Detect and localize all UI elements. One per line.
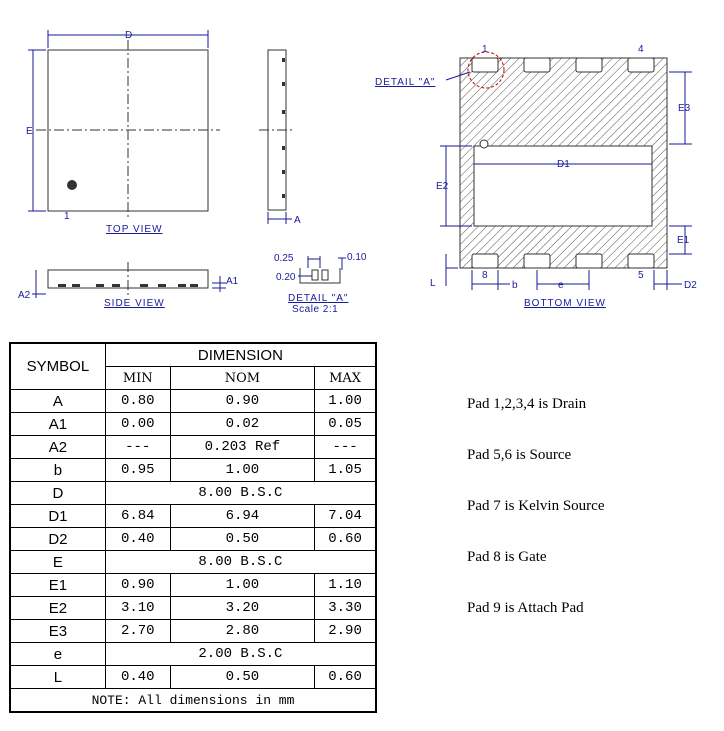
pin4-label: 4	[638, 44, 644, 55]
symbol-header: SYMBOL	[10, 343, 105, 390]
nom-header: NOM	[170, 367, 314, 390]
label-E3: E3	[678, 103, 691, 114]
table-row: L 0.40 0.50 0.60	[10, 666, 376, 689]
dimension-header: DIMENSION	[105, 343, 376, 367]
label-D: D	[125, 30, 133, 41]
pin1-marker-dot	[67, 180, 77, 190]
max-header: MAX	[315, 367, 376, 390]
pad-5	[628, 254, 654, 268]
label-e: e	[558, 280, 564, 291]
pad-4	[628, 58, 654, 72]
label-E: E	[26, 126, 33, 137]
detail-dim-010: 0.10	[347, 252, 367, 263]
side-view	[18, 262, 239, 309]
pin1-label: 1	[482, 44, 488, 55]
table-note-row	[10, 689, 376, 713]
pad-1	[472, 58, 498, 72]
detail-dim-020: 0.20	[276, 272, 296, 283]
table-row: D2 0.40 0.50 0.60	[10, 528, 376, 551]
bottom-view	[375, 44, 697, 309]
table-row: E 8.00 B.S.C	[10, 551, 376, 574]
table-row: b 0.95 1.00 1.05	[10, 459, 376, 482]
exposed-pad-gap	[474, 146, 652, 226]
pin8-label: 8	[482, 270, 488, 281]
detail-a-scale: Scale 2:1	[292, 304, 339, 315]
pad-note: Pad 7 is Kelvin Source	[467, 498, 605, 514]
pad-assignment-list	[467, 396, 604, 651]
label-b: b	[512, 280, 518, 291]
detail-a-caption: DETAIL "A"	[288, 293, 349, 304]
pad-3	[576, 58, 602, 72]
detail-dim-025: 0.25	[274, 253, 294, 264]
detail-a-view	[274, 252, 367, 315]
label-A1: A1	[226, 276, 239, 287]
pad-note: Pad 9 is Attach Pad	[467, 600, 584, 616]
package-drawing	[0, 0, 724, 335]
label-E1: E1	[677, 235, 690, 246]
table-row: A1 0.00 0.02 0.05	[10, 413, 376, 436]
pad-note: Pad 1,2,3,4 is Drain	[467, 396, 587, 412]
detail-a-reference: DETAIL "A"	[375, 77, 436, 88]
pad-6	[576, 254, 602, 268]
table-row: D1 6.84 6.94 7.04	[10, 505, 376, 528]
label-A: A	[294, 215, 301, 226]
label-L: L	[430, 278, 436, 289]
pin1-label-top: 1	[64, 211, 70, 222]
top-view	[26, 30, 220, 235]
top-view-caption: TOP VIEW	[106, 224, 163, 235]
table-row: E1 0.90 1.00 1.10	[10, 574, 376, 597]
bottom-view-caption: BOTTOM VIEW	[524, 298, 606, 309]
pad-note: Pad 5,6 is Source	[467, 447, 572, 463]
label-E2: E2	[436, 181, 449, 192]
label-A2: A2	[18, 290, 31, 301]
label-D2: D2	[684, 280, 697, 291]
table-row: E3 2.70 2.80 2.90	[10, 620, 376, 643]
pad-note: Pad 8 is Gate	[467, 549, 547, 565]
table-row: e 2.00 B.S.C	[10, 643, 376, 666]
pad-8	[472, 254, 498, 268]
dimension-table	[9, 342, 377, 713]
min-header: MIN	[105, 367, 170, 390]
pad-2	[524, 58, 550, 72]
table-row: E2 3.10 3.20 3.30	[10, 597, 376, 620]
table-row: D 8.00 B.S.C	[10, 482, 376, 505]
table-note: NOTE: All dimensions in mm	[10, 689, 376, 713]
side-view-caption: SIDE VIEW	[104, 298, 165, 309]
label-D1: D1	[557, 159, 570, 170]
side-profile-view	[259, 50, 301, 226]
table-row: A 0.80 0.90 1.00	[10, 390, 376, 413]
pin5-label: 5	[638, 270, 644, 281]
table-row: A2 --- 0.203 Ref ---	[10, 436, 376, 459]
pad-7	[524, 254, 550, 268]
table-header-row	[10, 343, 376, 367]
